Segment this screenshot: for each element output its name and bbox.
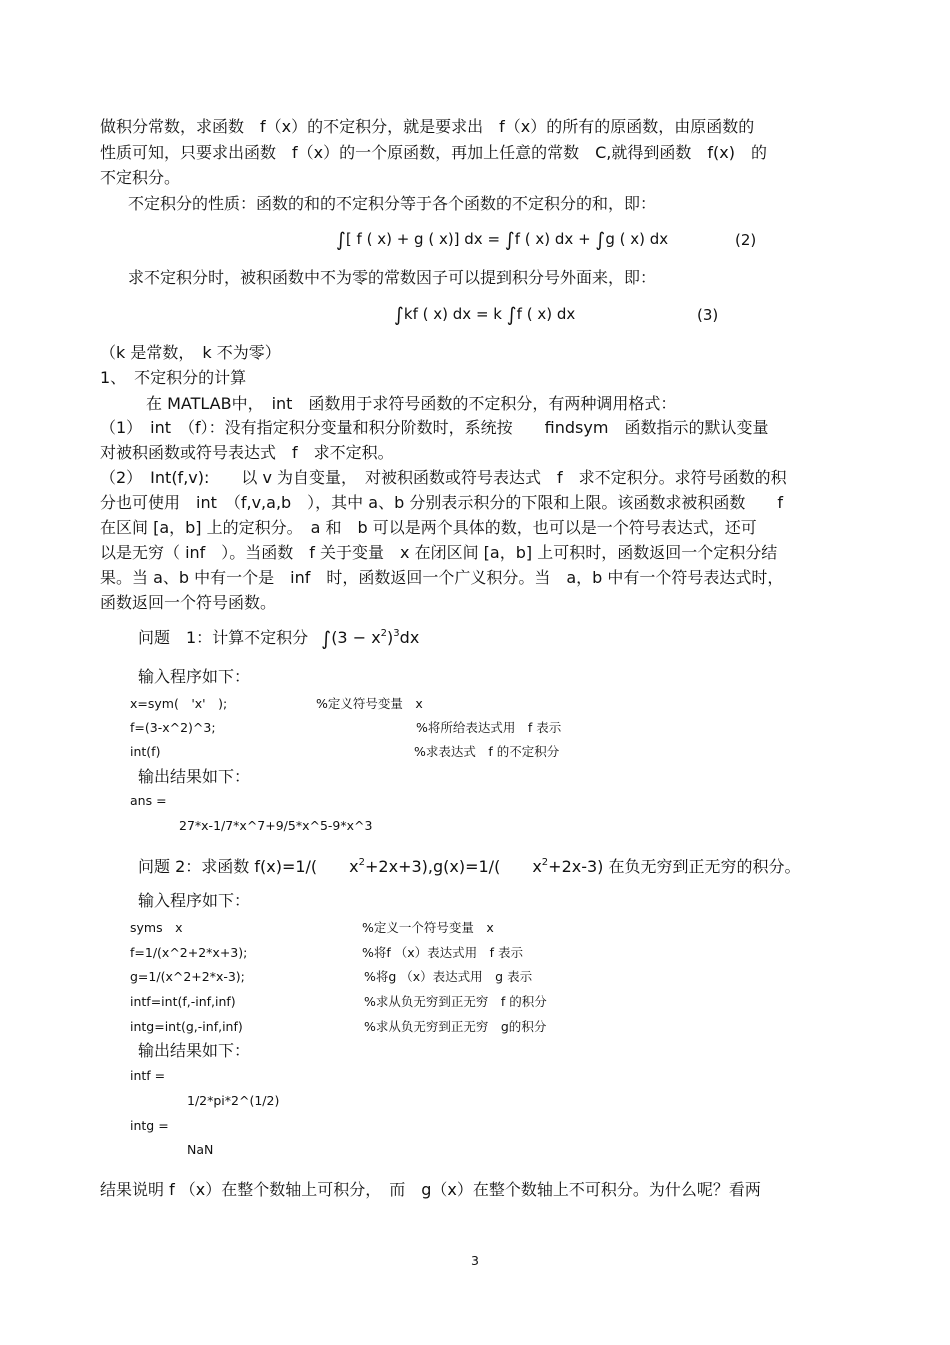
formula-eq: = xyxy=(487,230,501,248)
code-line: g=1/(x^2+2*x-3); xyxy=(130,969,245,984)
formula-number: (3) xyxy=(697,306,719,324)
code-comment: %求表达式 f 的不定积分 xyxy=(414,744,560,759)
code-line: intg=int(g,-inf,inf) xyxy=(130,1019,243,1034)
output-line: NaN xyxy=(187,1142,214,1157)
formula-lhs: kf ( x) dx xyxy=(403,305,472,323)
output-line: intg = xyxy=(130,1118,169,1133)
code-line: x=sym( 'x' ); xyxy=(130,696,228,711)
formula-lhs: [ f ( x) + g ( x)] dx xyxy=(345,230,483,248)
paragraph-line: 不定积分。 xyxy=(100,168,181,187)
formula-eq: = k xyxy=(475,305,502,323)
formula-rhs: f ( x) dx + xyxy=(514,230,591,248)
format2-line: 函数返回一个符号函数。 xyxy=(100,593,277,612)
integral-sign: ∫ xyxy=(504,229,515,251)
format2-line: 果。当 a、b 中有一个是 inf 时，函数返回一个广义积分。当 a，b 中有一个符号表达式时， xyxy=(100,568,784,587)
output-label: 输出结果如下： xyxy=(138,767,251,786)
formula-rhs: f ( x) dx xyxy=(516,305,576,323)
code-line: f=(3-x^2)^3; xyxy=(130,720,216,735)
code-comment: %求从负无穷到正无穷 f 的积分 xyxy=(364,994,547,1009)
exponent: 3 xyxy=(393,628,400,639)
output-line: 1/2*pi*2^(1/2) xyxy=(187,1093,280,1108)
dx: dx xyxy=(399,628,420,647)
format1-line: 对被积函数或符号表达式 f 求不定积。 xyxy=(100,443,394,462)
code-comment: %将所给表达式用 f 表示 xyxy=(416,720,562,735)
paragraph-line: 做积分常数，求函数 f（x）的不定积分，就是要求出 f（x）的所有的原函数，由原函数的 xyxy=(100,117,755,136)
code-comment: %求从负无穷到正无穷 g的积分 xyxy=(364,1019,547,1034)
format2-line: 分也可使用 int （f,v,a,b ），其中 a、b 分别表示积分的下限和上限。该函数求被积函数 f xyxy=(100,493,783,512)
code-line: int(f) xyxy=(130,744,161,759)
format2-line: 以是无穷（ inf ）。当函数 f 关于变量 x 在闭区间 [a，b] 上可积时，函数返回一个定积分结 xyxy=(100,543,778,562)
code-line: intf=int(f,-inf,inf) xyxy=(130,994,236,1009)
integral-sign: ∫ xyxy=(336,229,346,251)
formula-3 xyxy=(394,304,575,325)
formula-rhs: g ( x) dx xyxy=(605,230,669,248)
paragraph-line: 性质可知，只要求出函数 f（x）的一个原函数，再加上任意的常数 C,就得到函数 f(x) 的 xyxy=(100,143,767,162)
exponent: 2 xyxy=(380,628,388,639)
output-label: 输出结果如下： xyxy=(138,1041,251,1060)
problem-title-text: 问题 1：计算不定积分 xyxy=(138,628,309,647)
k-note: （k 是常数， k 不为零） xyxy=(100,343,281,362)
exponent: 2 xyxy=(358,857,366,868)
problem-title-text: 问题 2：求函数 f(x)=1/( x xyxy=(138,857,359,876)
code-comment: %将g （x）表达式用 g 表示 xyxy=(364,969,533,984)
problem2-title xyxy=(138,857,801,877)
integrand: (3 − x xyxy=(331,628,381,647)
section-heading: 1、 不定积分的计算 xyxy=(100,368,247,387)
problem1-title xyxy=(138,628,419,649)
format2-line: （2） Int(f,v): 以 v 为自变量， 对被积函数或符号表达式 f 求不定积分。求符号函数的积 xyxy=(100,468,787,487)
conclusion: 结果说明 f （x）在整个数轴上可积分， 而 g（x）在整个数轴上不可积分。为什么呢？看两 xyxy=(100,1180,761,1199)
output-line: intf = xyxy=(130,1068,166,1083)
format2-line: 在区间 [a，b] 上的定积分。 a 和 b 可以是两个具体的数，也可以是一个符号表达式，还可 xyxy=(100,518,757,537)
property-intro: 不定积分的性质：函数的和的不定积分等于各个函数的不定积分的和，即： xyxy=(128,194,657,213)
formula-number: (2) xyxy=(735,231,757,249)
exponent: 2 xyxy=(541,857,549,868)
problem-title-text: +2x-3) 在负无穷到正无穷的积分。 xyxy=(548,857,801,876)
code-line: f=1/(x^2+2*x+3); xyxy=(130,945,248,960)
page-number: 3 xyxy=(471,1253,479,1268)
input-label: 输入程序如下： xyxy=(138,667,251,686)
problem-title-text: +2x+3),g(x)=1/( x xyxy=(365,857,542,876)
code-comment: %定义一个符号变量 x xyxy=(362,920,494,935)
integrand-close: ) xyxy=(387,628,394,647)
integral-sign: ∫ xyxy=(321,628,332,650)
constant-intro: 求不定积分时，被积函数中不为零的常数因子可以提到积分号外面来，即： xyxy=(128,268,657,287)
output-line: 27*x-1/7*x^7+9/5*x^5-9*x^3 xyxy=(179,818,373,833)
integral-sign: ∫ xyxy=(595,229,606,251)
code-line: syms x xyxy=(130,920,183,935)
code-comment: %定义符号变量 x xyxy=(316,696,423,711)
input-label: 输入程序如下： xyxy=(138,891,251,910)
code-comment: %将f （x）表达式用 f 表示 xyxy=(362,945,524,960)
integral-sign: ∫ xyxy=(394,304,404,326)
intro-matlab: 在 MATLAB中， int 函数用于求符号函数的不定积分，有两种调用格式： xyxy=(146,394,677,413)
format1-line: （1） int （f）：没有指定积分变量和积分阶数时，系统按 findsym 函数指示的默认变量 xyxy=(100,418,769,437)
output-line: ans = xyxy=(130,793,167,808)
integral-sign: ∫ xyxy=(506,304,517,326)
formula-2 xyxy=(336,229,668,250)
